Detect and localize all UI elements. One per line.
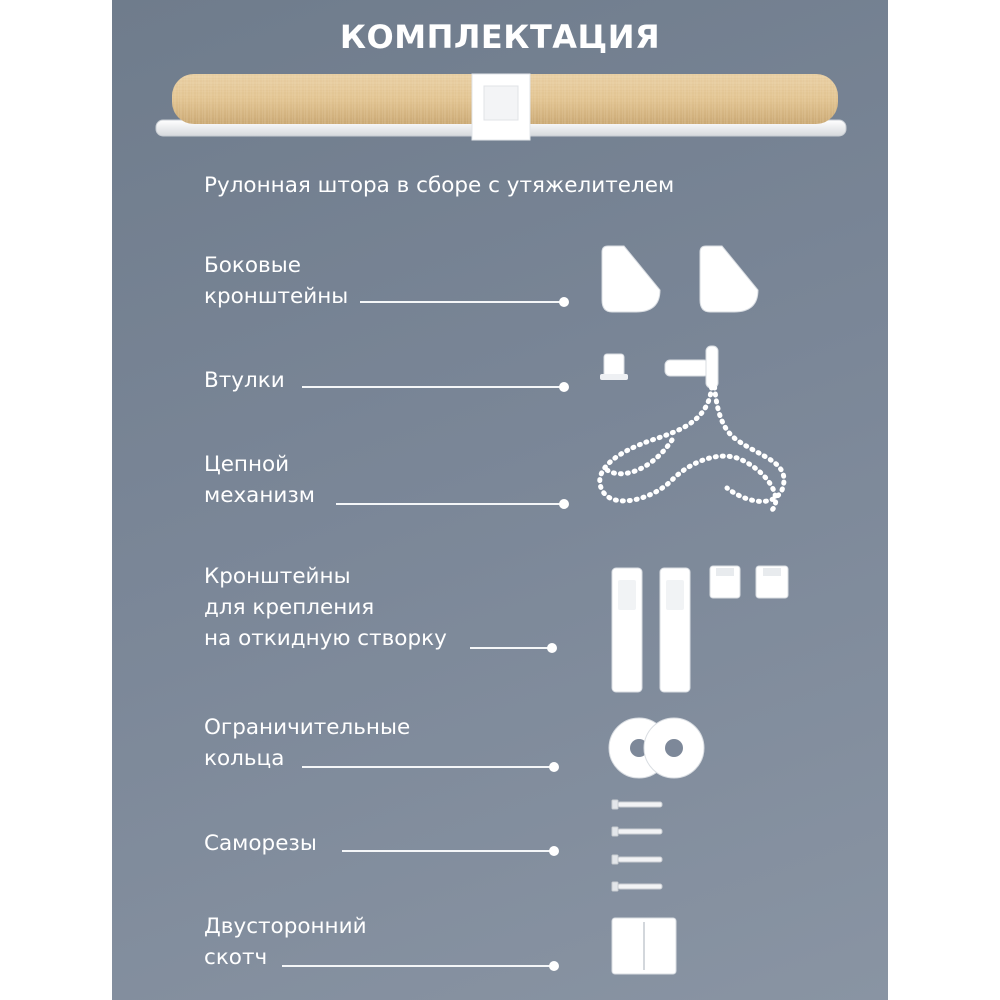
limit-rings-label: [204, 712, 410, 774]
tilt-sash-brackets-label: [204, 561, 447, 654]
screws-image: [612, 800, 662, 891]
limit-rings-image: [609, 718, 704, 778]
limit-rings-leader: [302, 766, 554, 768]
side-brackets-label: [204, 250, 348, 312]
side-brackets-image: [602, 246, 758, 312]
tape-label: [204, 911, 367, 973]
chain-image: [600, 380, 784, 510]
tilt-sash-brackets-line1: Кронштейны: [204, 564, 351, 589]
side-brackets-line1: Боковые: [204, 253, 301, 278]
screws-label: Саморезы: [204, 831, 317, 856]
limit-rings-line2: кольца: [204, 746, 285, 771]
chain-mechanism-line2: механизм: [204, 483, 316, 508]
side-brackets-line2: кронштейны: [204, 284, 349, 309]
tilt-sash-brackets-leader: [470, 647, 552, 649]
rolled-blind-image: [156, 74, 846, 140]
tilt-sash-brackets-image: [612, 566, 788, 692]
limit-rings-line1: Ограничительные: [204, 715, 411, 740]
chain-mechanism-leader: [336, 503, 564, 505]
side-brackets-leader: [360, 301, 564, 303]
roller-blind-caption: Рулонная штора в сборе с утяжелителем: [204, 173, 675, 198]
chain-mechanism-line1: Цепной: [204, 452, 290, 477]
bushings-label: Втулки: [204, 368, 285, 393]
tilt-sash-brackets-line2: для крепления: [204, 595, 375, 620]
tape-leader: [282, 965, 554, 967]
kit-contents-panel: [112, 0, 888, 1000]
tape-line2: скотч: [204, 945, 268, 970]
chain-mechanism-label: [204, 449, 315, 511]
tape-image: [612, 918, 676, 974]
page-title: КОМПЛЕКТАЦИЯ: [339, 18, 661, 56]
bushings-leader: [302, 386, 564, 388]
screws-leader: [342, 850, 554, 852]
tilt-sash-brackets-line3: на откидную створку: [204, 626, 447, 651]
bushings-image: [600, 346, 718, 388]
tape-line1: Двусторонний: [204, 914, 367, 939]
